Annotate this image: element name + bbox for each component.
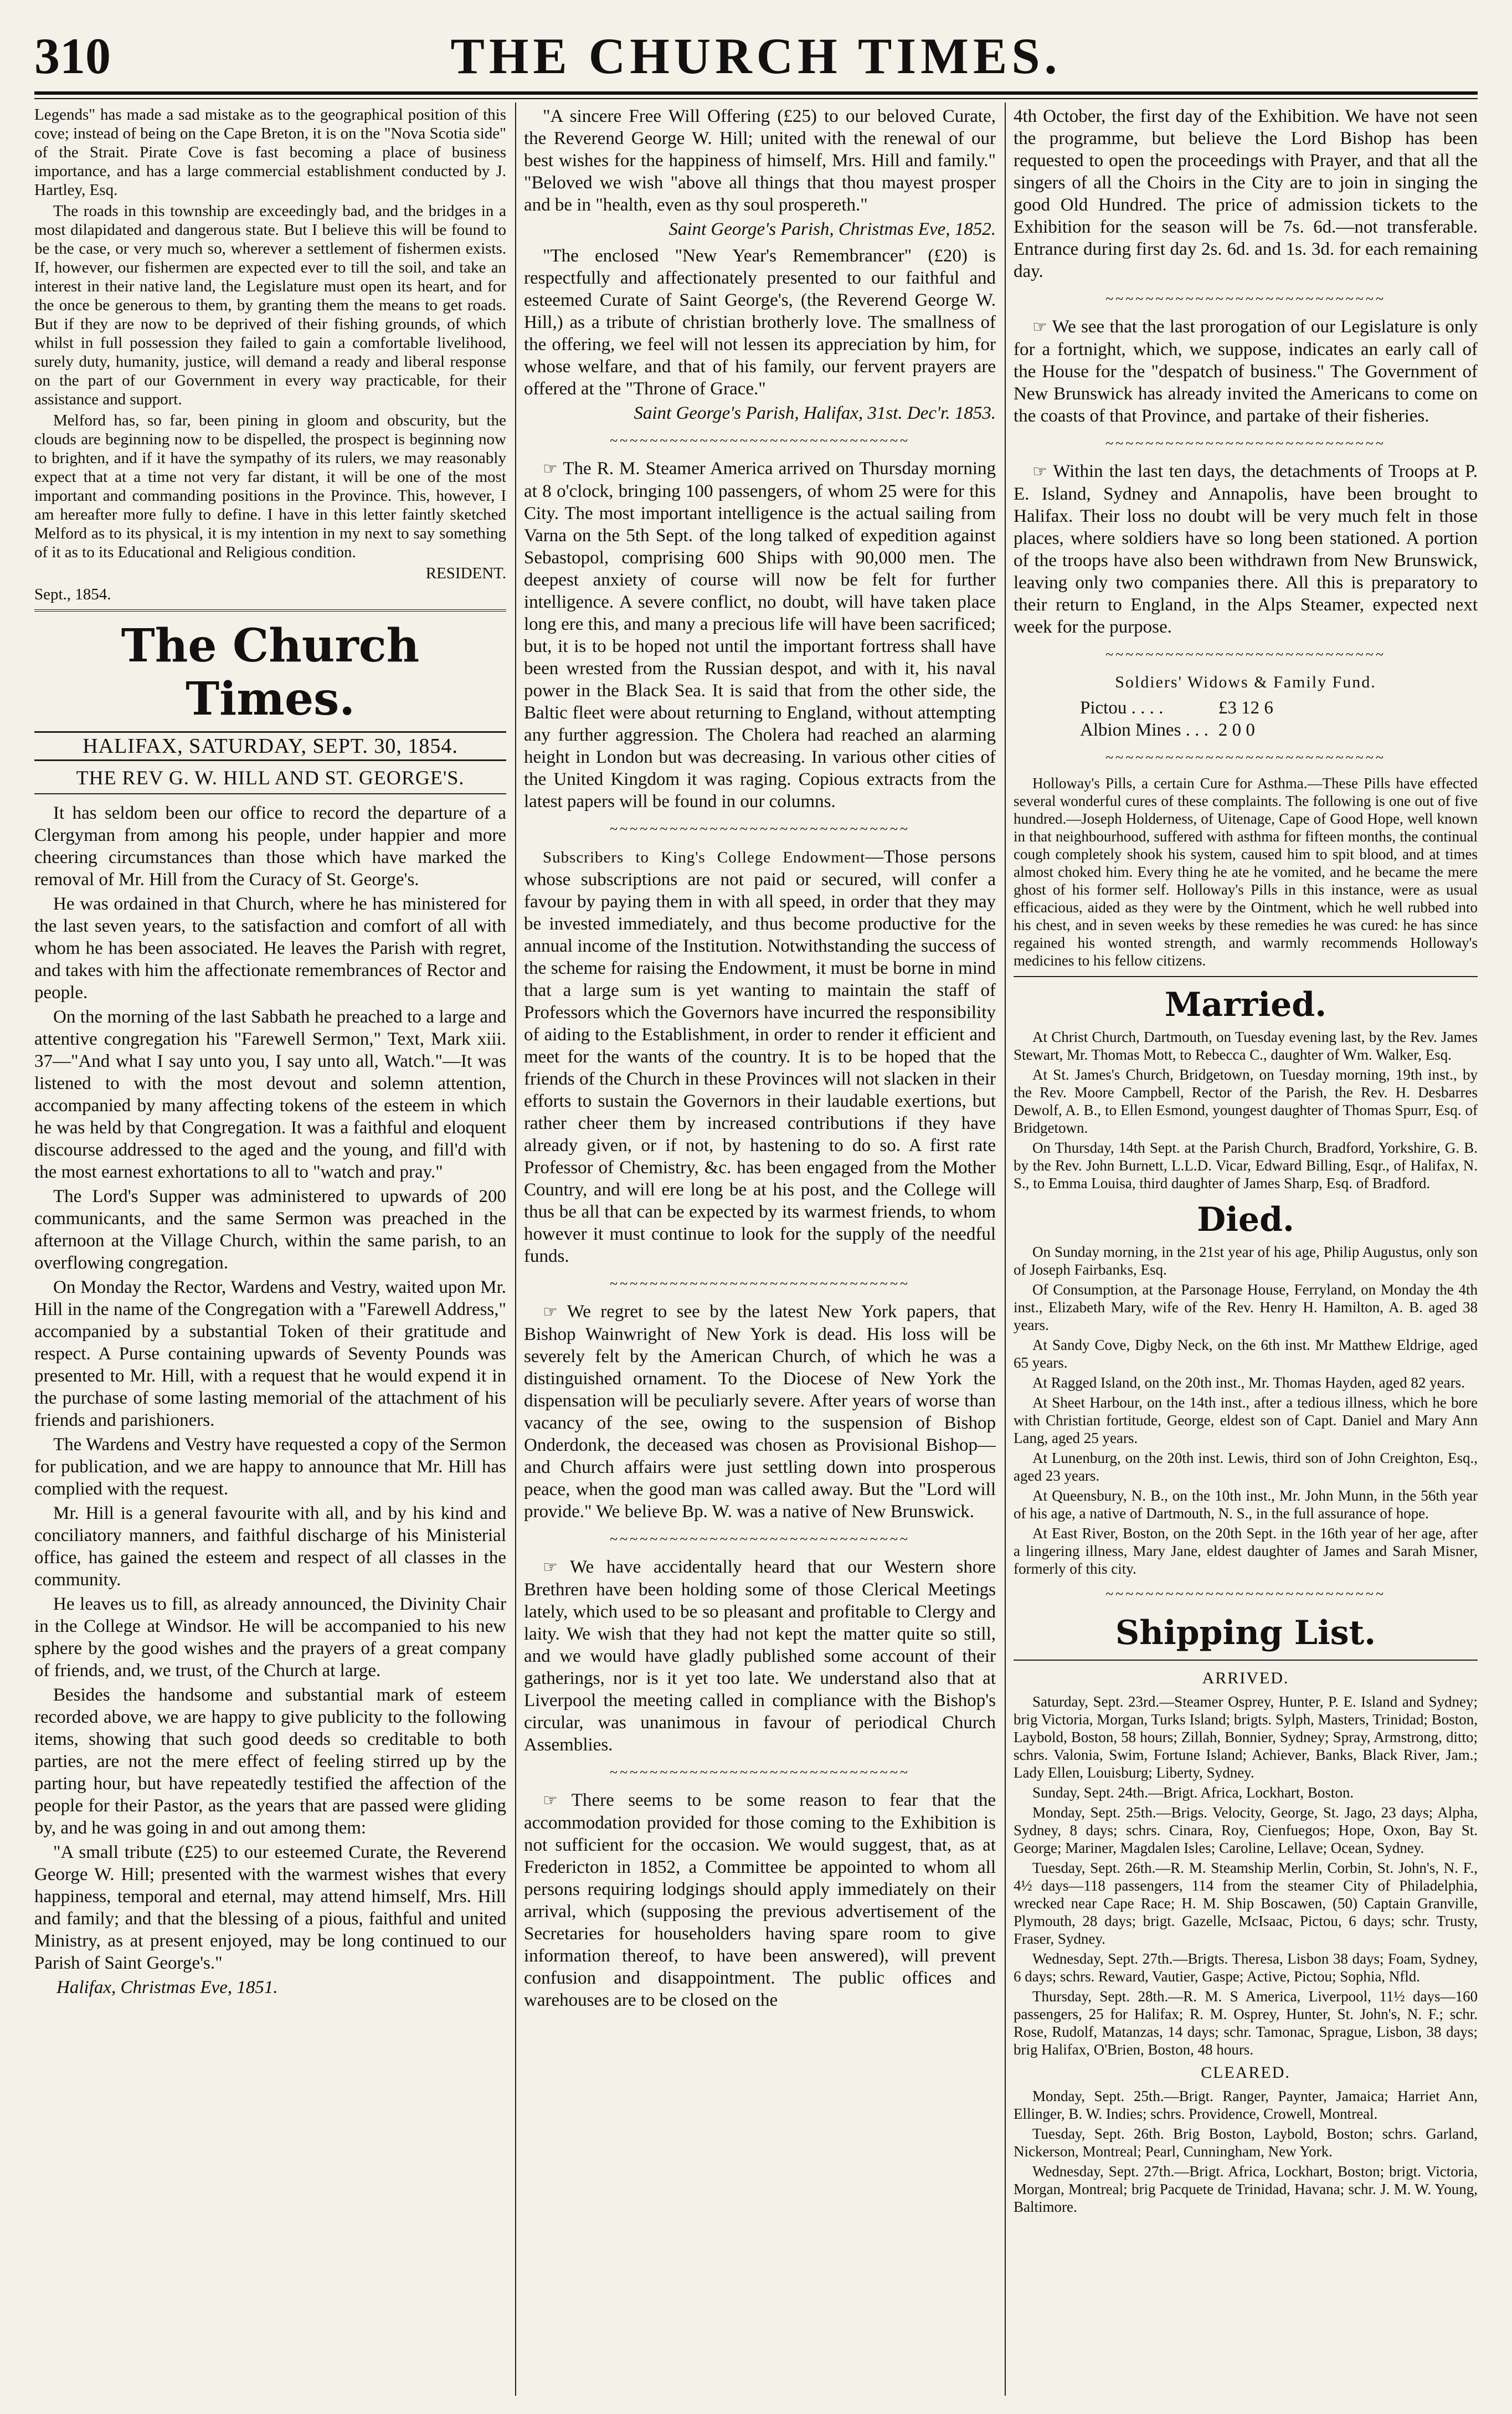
arrived-heading: ARRIVED.	[1202, 1669, 1289, 1687]
wavy-divider: ~~~~~~~~~~~~~~~~~~~~~~~~~~~~~~	[610, 1764, 910, 1780]
article-text: It has seldom been our office to record the departure of a Clergyman from among his people, under happier and more cheering circumstances than those which have marked the removal of Mr. Hill from the Curacy of St. George's.	[34, 803, 506, 890]
divider	[1014, 976, 1478, 977]
fund-heading: Soldiers' Widows & Family Fund.	[1115, 673, 1376, 691]
wavy-divider: ~~~~~~~~~~~~~~~~~~~~~~~~~~~~~~	[610, 1531, 910, 1547]
pointing-hand-icon: ☞	[1032, 462, 1047, 481]
died-heading: Died.	[1197, 1200, 1294, 1239]
wavy-divider: ~~~~~~~~~~~~~~~~~~~~~~~~~~~~	[1105, 1586, 1386, 1602]
column-divider	[515, 102, 516, 2396]
wavy-divider: ~~~~~~~~~~~~~~~~~~~~~~~~~~~~~~	[610, 821, 910, 837]
list-item: Of Consumption, at the Parsonage House, Ferryland, on Monday the 4th inst., Elizabeth Mary, wife of the Rev. Henry H. Hamilton, A. B. aged 38 years.	[1014, 1281, 1478, 1333]
article-text: 4th October, the first day of the Exhibition. We have not seen the programme, but believe the Lord Bishop has been requested to open the proceedings with Prayer, and that all the singers of all the Choirs in the City are to join in singing the good Old Hundred. The price of admission tickets to the Exhibition for the season will be 7s. 6d.—not transferable. Entrance during first day 2s. 6d. and 1s. 3d. for each remaining day.	[1014, 106, 1478, 281]
signature: Saint George's Parish, Halifax, 31st. Dec'r. 1853.	[634, 403, 996, 423]
list-item: On Thursday, 14th Sept. at the Parish Church, Bradford, Yorkshire, G. B. by the Rev. John Burnett, L.L.D. Vicar, Edward Billing, Esqr., of Halifax, N. S., to Emma Louisa, third daughter of James Sharp, Esq. of Bradford.	[1014, 1139, 1478, 1191]
married-heading: Married.	[1164, 985, 1327, 1024]
article-text: Mr. Hill is a general favourite with all, and by his kind and conciliatory manners, and faithful discharge of his Ministerial office, has gained the esteem and respect of all classes in the community.	[34, 1503, 506, 1590]
list-item: Wednesday, Sept. 27th.—Brigts. Theresa, Lisbon 38 days; Foam, Sydney, 6 days; schrs. Reward, Vautier, Gaspe; Active, Pictou; Sophia, Nfld.	[1014, 1950, 1478, 1985]
masthead-title: The Church Times.	[121, 619, 420, 726]
article-text: Legends" has made a sad mistake as to the geographical position of this cove; instead of being on the Cape Breton, it is on the "Nova Scotia side" of the Strait. Pirate Cove is fast becoming a place of business importance, and has a large commercial establishment conducted by J. Hartley, Esq.	[34, 106, 506, 199]
article-text: "A small tribute (£25) to our esteemed Curate, the Reverend George W. Hill; presented with the warmest wishes that every happiness, temporal and eternal, may attend himself, Mrs. Hill and family; and that the blessing of a pious, faithful and united Ministry, as at present enjoyed, may be long continued to our Parish of Saint George's."	[34, 1842, 506, 1973]
list-item: Monday, Sept. 25th.—Brigt. Ranger, Paynter, Jamaica; Harriet Ann, Ellinger, B. W. Indies; schrs. Providence, Crowell, Montreal.	[1014, 2088, 1478, 2122]
fund-place: Albion Mines . . .	[1080, 720, 1208, 740]
signature-date: Sept., 1854.	[34, 585, 111, 603]
wavy-divider: ~~~~~~~~~~~~~~~~~~~~~~~~~~~~~~	[610, 433, 910, 449]
signature: Halifax, Christmas Eve, 1851.	[56, 1978, 278, 1997]
list-item: At Lunenburg, on the 20th inst. Lewis, third son of John Creighton, Esq., aged 23 years.	[1014, 1450, 1478, 1484]
fund-amount: 2 0 0	[1218, 720, 1255, 740]
list-item: At Ragged Island, on the 20th inst., Mr. Thomas Hayden, aged 82 years.	[1032, 1374, 1465, 1391]
page-number: 310	[34, 28, 111, 84]
list-item: At Sheet Harbour, on the 14th inst., after a tedious illness, which he bore with Christian fortitude, George, eldest son of Capt. Daniel and Mary Ann Lang, aged 25 years.	[1014, 1394, 1478, 1446]
wavy-divider: ~~~~~~~~~~~~~~~~~~~~~~~~~~~~	[1105, 291, 1386, 307]
list-item: At East River, Boston, on the 20th Sept. in the 16th year of her age, after a lingering illness, Mary Jane, eldest daughter of James and Sarah Misner, formerly of this city.	[1014, 1525, 1478, 1577]
article-text: On Monday the Rector, Wardens and Vestry, waited upon Mr. Hill in the name of the Congregation with a "Farewell Address," accompanied by a substantial Token of their gratitude and respect. A Purse containing upwards of Seventy Pounds was presented to Mr. Hill, with a request that he would expend it in the purchase of some lasting memorial of the attachment of his friends and parishioners.	[34, 1277, 506, 1430]
article-text: There seems to be some reason to fear that the accommodation provided for those coming to the Exhibition is not sufficient for the occasion. We would suggest, that, as at Fredericton in 1852, a Committee be appointed to whom all persons requiring lodgings should apply immediately on their arrival, which (supposing the previous advertisement of the Secretaries for householders having spare room to give information thereof, to have been answered), will prevent confusion and disappointment. The public offices and warehouses are to be closed on the	[524, 1790, 996, 2010]
list-item: Tuesday, Sept. 26th. Brig Boston, Laybold, Boston; schrs. Garland, Nickerson, Montreal; Pearl, Cunningham, New York.	[1014, 2125, 1478, 2160]
advertisement-text: Holloway's Pills, a certain Cure for Asthma.—These Pills have effected several wonderful cures of these complaints. The following is one out of five hundred.—Joseph Holderness, of Uitenage, Cape of Good Hope, well known in that neighbourhood, suffered with asthma for fifteen months, the continual cough completely shook his system, caused him to spit blood, and at times almost choked him. Every thing he ate he vomited, and he became the mere ghost of his former self. Holloway's Pills in this instance, were as usual efficacious, aided as they were by the Ointment, which he well rubbed into his chest, and in seven weeks by these remedies he was cured: he has since regained his wonted strength, and warmly recommends Holloway's medicines to his fellow citizens.	[1014, 775, 1478, 969]
article-text: Melford has, so far, been pining in gloom and obscurity, but the clouds are beginning now to be dispelled, the prospect is beginning now to brighten, and if it have the sympathy of its rulers, we may reasonably expect that at a time not very far distant, it will be one of the most important and commanding positions in the Province. This, however, I am hereafter more fully to define. I have in this letter faintly sketched Melford as to its physical, it is my intention in my next to say something of it as to its Educational and Religious condition.	[34, 412, 506, 561]
article-text: —Those persons whose subscriptions are not paid or secured, will confer a favour by paying them in with all speed, in order that they may be invested immediately, and thus become productive for the annual income of the Institution. Notwithstanding the success of the scheme for raising the Endowment, it must be borne in mind that a large sum is yet wanting to maintain the staff of Professors which the Governors have incurred the responsibility of aiding to the Establishment, in order to render it efficient and meet for the wants of the country. It is to be hoped that the friends of the Church in these Provinces will not slacken in their efforts to sustain the Governors in their laudable exertions, but rather cheer them by increased contributions if they have already given, or if not, by hastening to do so. A first rate Professor of Chemistry, &c. has been engaged from the Mother Country, and will ere long be at his post, and the College will thus be all that can be expected by its warmest friends, to whom however it must continue to look for the supply of the needful funds.	[524, 847, 996, 1266]
shipping-heading: Shipping List.	[1115, 1614, 1376, 1652]
list-item: Sunday, Sept. 24th.—Brigt. Africa, Lockhart, Boston.	[1032, 1784, 1354, 1801]
column-3	[1014, 105, 1478, 2387]
article-text: We see that the last prorogation of our Legislature is only for a fortnight, which, we suppose, indicates an early call of the House for the "despatch of business." The Government of New Brunswick has already invited the Americans to come on the coasts of that Province, and partake of their fisheries.	[1014, 317, 1478, 426]
column-2	[524, 105, 996, 2387]
list-item: Monday, Sept. 25th.—Brigs. Velocity, George, St. Jago, 23 days; Alpha, Sydney, 8 days; schrs. Cinara, Roy, Cienfuegos; Hope, Oxon, Bay St. George; Mariner, Magdalen Isles; Caroline, Lellave; Ocean, Sydney.	[1014, 1804, 1478, 1856]
header-rule-thin	[34, 98, 1478, 99]
header-rule	[34, 91, 1478, 95]
pointing-hand-icon: ☞	[543, 1791, 558, 1810]
article-text: "A sincere Free Will Offering (£25) to our beloved Curate, the Reverend George W. Hill; united with the renewal of our best wishes for the happiness of himself, Mrs. Hill and family." "Beloved we wish "above all things that thou mayest prosper and be in "health, even as thy soul prospereth."	[524, 106, 996, 215]
list-item: At St. James's Church, Bridgetown, on Tuesday morning, 19th inst., by the Rev. Moore Campbell, Rector of the Parish, the Rev. H. Desbarres Dewolf, A. B., to Ellen Esmond, youngest daughter of Thomas Spurr, Esq. of Bridgetown.	[1014, 1066, 1478, 1136]
fund-place: Pictou . . . .	[1080, 698, 1164, 718]
notice-heading: Subscribers to King's College Endowment	[543, 849, 866, 866]
article-text: We have accidentally heard that our Western shore Brethren have been holding some of those Clerical Meetings lately, which used to be so pleasant and profitable to Clergy and laity. We wish that they had not kept the matter quite so still, and we would have gladly published some account of their gatherings, nor is it yet too late. We understand also that at Liverpool the meeting called in compliance with the Bishop's circular, was unanimous in favour of periodical Church Assemblies.	[524, 1557, 996, 1755]
list-item: At Queensbury, N. B., on the 10th inst., Mr. John Munn, in the 56th year of his age, a native of Dartmouth, N. S., in the full assurance of hope.	[1014, 1487, 1478, 1522]
article-text: The roads in this township are exceedingly bad, and the bridges in a most dilapidated and dangerous state. But I believe this will be found to be the case, or very much so, wherever a settlement of fishermen exists. If, however, our fishermen are expected ever to till the soil, and take an interest in their native land, the Legislature must open its heart, and for the once be generous to them, by granting them the means to get roads. But if they are now to be deprived of their fishing grounds, of which whilst in full possession they failed to gain a comfortable livelihood, surely duty, humanity, justice, will demand a ready and liberal response on the part of our Government in every way practicable, for their assistance and support.	[34, 202, 506, 408]
pointing-hand-icon: ☞	[543, 1302, 558, 1322]
pointing-hand-icon: ☞	[543, 1558, 558, 1577]
list-item: Saturday, Sept. 23rd.—Steamer Osprey, Hunter, P. E. Island and Sydney; brig Victoria, Morgan, Turks Island; brigts. Sylph, Masters, Trinidad; Boston, Laybold, Boston, 58 hours; Zillah, Bonnier, Sydney; Spray, Armstrong, ditto; schrs. Valonia, Swim, Fortune Island; Achiever, Banks, Black River, Jam.; Lady Ellen, Louisburg; Liberty, Sydney.	[1014, 1693, 1478, 1781]
fund-amount: £3 12 6	[1218, 698, 1273, 718]
article-text: We regret to see by the latest New York papers, that Bishop Wainwright of New York is dead. His loss will be severely felt by the American Church, of which he was a distinguished ornament. To the Diocese of New York the dispensation will be peculiarly severe. After years of worse than vacancy of the see, owing to the suspension of Bishop Onderdonk, the deceased was chosen as Provisional Bishop—and Church affairs were just settling down into prosperous peace, when the good man was called away. But the "Lord will provide." We believe Bp. W. was a native of New Brunswick.	[524, 1302, 996, 1522]
list-item: On Sunday morning, in the 21st year of his age, Philip Augustus, only son of Joseph Fairbanks, Esq.	[1014, 1244, 1478, 1278]
wavy-divider: ~~~~~~~~~~~~~~~~~~~~~~~~~~~~~~	[610, 1276, 910, 1292]
table-row	[1080, 719, 1283, 741]
column-1	[34, 105, 506, 2387]
wavy-divider: ~~~~~~~~~~~~~~~~~~~~~~~~~~~~	[1105, 749, 1386, 766]
article-text: The R. M. Steamer America arrived on Thursday morning at 8 o'clock, bringing 100 passengers, of whom 25 were for this City. The most important intelligence is the actual sailing from Varna on the 5th Sept. of the long talked of expedition against Sebastopol, comprising 600 Ships with 90,000 men. The deepest anxiety of course will now be felt for further intelligence. A severe conflict, no doubt, will have taken place long ere this, and many a precious life will have been sacrificed; but, it is to be hoped not until the important fortress shall have been wrested from the Russian despot, and with it, his naval power in the Black Sea. It is said that from the other side, the Baltic fleet were about returning to England, without attempting any further aggression. The Cholera had reached an alarming height in London but was decreasing. In various other cities of the United Kingdom it was raging. Copious extracts from the latest papers will be found in our columns.	[524, 459, 996, 811]
article-text: He was ordained in that Church, where he has ministered for the last seven years, to the satisfaction and comfort of all with whom he has been associated. He leaves the Parish with regret, and takes with him the affectionate remembrances of Rector and people.	[34, 894, 506, 1003]
divider	[1014, 1660, 1478, 1661]
list-item: Thursday, Sept. 28th.—R. M. S America, Liverpool, 11½ days—160 passengers, 25 for Halifax; R. M. Osprey, Hunter, St. John's, N. F.; schr. Rose, Rudolf, Matanzas, 14 days; schr. Tamonac, Sprague, Lisbon, 38 days; brig Halifax, O'Brien, Boston, 48 hours.	[1014, 1988, 1478, 2058]
article-text: "The enclosed "New Year's Remembrancer" (£20) is respectfully and affectionately presented to our faithful and esteemed Curate of Saint George's, (the Reverend George W. Hill,) as a tribute of christian brotherly love. The smallness of the offering, we feel will not lessen its appreciation by him, for whose welfare, and that of his family, our fervent prayers are offered at the "Throne of Grace."	[524, 246, 996, 399]
list-item: At Sandy Cove, Digby Neck, on the 6th inst. Mr Matthew Eldrige, aged 65 years.	[1014, 1337, 1478, 1371]
list-item: Wednesday, Sept. 27th.—Brigt. Africa, Lockhart, Boston; brigt. Victoria, Morgan, Montreal; brig Pacquete de Trinidad, Havana; schr. J. M. W. Young, Baltimore.	[1014, 2163, 1478, 2215]
article-text: The Lord's Supper was administered to upwards of 200 communicants, and the same Sermon was preached in the afternoon at the Village Church, within the same parish, to an overflowing congregation.	[34, 1187, 506, 1273]
masthead	[34, 22, 1478, 89]
paper-title: THE CHURCH TIMES.	[450, 28, 1062, 84]
pointing-hand-icon: ☞	[543, 459, 558, 479]
article-text: He leaves us to fill, as already announced, the Divinity Chair in the College at Windsor. He will be accompanied to his new sphere by the good wishes and the prayers of a great company of friends, and, we trust, of the Church at large.	[34, 1594, 506, 1681]
article-text: Besides the handsome and substantial mark of esteem recorded above, we are happy to give publicity to the following items, showing that such good deeds so creditable to both parties, are not the mere effect of feeling stirred up by the parting hour, but have repeatedly testified the affection of the people for their Pastor, as the years that are passed were gliding by, and he was going in and out among them:	[34, 1685, 506, 1838]
signature: RESIDENT.	[425, 564, 506, 582]
article-text: On the morning of the last Sabbath he preached to a large and attentive congregation his "Farewell Sermon," Text, Mark xiii. 37—"And what I say unto you, I say unto all, Watch."—It was listened to with the most devout and solemn attention, accompanied by many affecting tokens of the esteem in which he was held by that Congregation. It was a faithful and eloquent discourse addressed to the aged and the young, and fill'd with the most earnest exhortations to all to "watch and pray."	[34, 1007, 506, 1182]
divider	[34, 609, 506, 612]
article-headline: THE REV G. W. HILL AND ST. GEORGE'S.	[34, 767, 506, 794]
wavy-divider: ~~~~~~~~~~~~~~~~~~~~~~~~~~~~	[1105, 646, 1386, 662]
wavy-divider: ~~~~~~~~~~~~~~~~~~~~~~~~~~~~	[1105, 435, 1386, 451]
list-item: At Christ Church, Dartmouth, on Tuesday evening last, by the Rev. James Stewart, Mr. Thomas Mott, to Rebecca C., daughter of Wm. Walker, Esq.	[1014, 1029, 1478, 1063]
cleared-heading: CLEARED.	[1201, 2063, 1290, 2082]
article-text: Within the last ten days, the detachments of Troops at P. E. Island, Sydney and Annapolis, have been brought to Halifax. Their loss no doubt will be very much felt in those places, where soldiers have so long been stationed. A portion of the troops have also been withdrawn from New Brunswick, leaving only two companies there. All this is preparatory to their return to England, in the Alps Steamer, expected next week for the purpose.	[1014, 461, 1478, 637]
article-text: The Wardens and Vestry have requested a copy of the Sermon for publication, and we are happy to announce that Mr. Hill has complied with the request.	[34, 1435, 506, 1499]
pointing-hand-icon: ☞	[1032, 317, 1047, 337]
dateline: HALIFAX, SATURDAY, SEPT. 30, 1854.	[34, 731, 506, 761]
column-divider	[1005, 102, 1006, 2396]
list-item: Tuesday, Sept. 26th.—R. M. Steamship Merlin, Corbin, St. John's, N. F., 4½ days—118 passengers, 114 from the steamer City of Philadelphia, wrecked near Cape Race; H. M. Ship Boscawen, (50) Captain Granville, Plymouth, 28 days; brigt. Gazelle, McIsaac, Pictou, 6 days; schr. Trusty, Fraser, Sydney.	[1014, 1860, 1478, 1947]
table-row	[1080, 697, 1283, 719]
fund-table	[1080, 697, 1283, 741]
signature: Saint George's Parish, Christmas Eve, 1852.	[668, 219, 996, 239]
